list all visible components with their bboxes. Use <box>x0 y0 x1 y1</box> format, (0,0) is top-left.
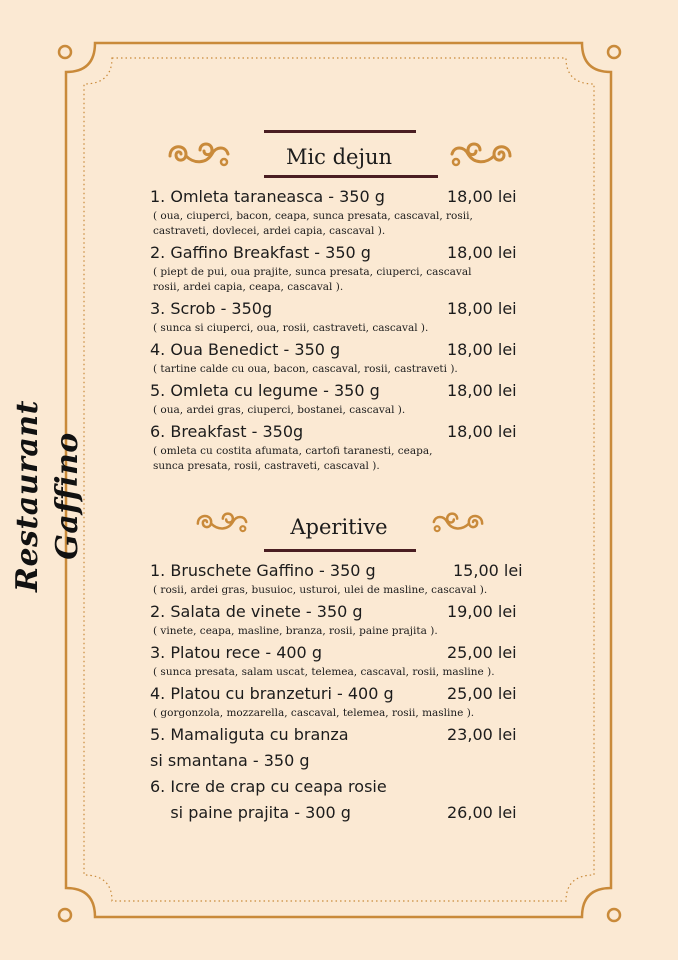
corner-circle-tl <box>59 46 71 58</box>
menu-item <box>150 561 530 583</box>
menu-item <box>150 243 530 265</box>
item-price: 18,00 lei <box>447 381 517 400</box>
right-swirl-ornament <box>448 136 514 172</box>
menu-item <box>150 684 530 706</box>
menu-item <box>150 777 530 803</box>
corner-circle-tr <box>608 46 620 58</box>
header-bottom-bar <box>264 549 416 552</box>
menu-item <box>150 422 530 444</box>
item-name: 5. Omleta cu legume - 350 g <box>150 381 380 400</box>
item-name: 6. Icre de crap cu ceapa rosie <box>150 777 387 796</box>
item-name: 4. Platou cu branzeturi - 400 g <box>150 684 394 703</box>
item-name: si smantana - 350 g <box>150 751 310 770</box>
item-description: ( omleta cu costita afumata, cartofi taranesti, ceapa, sunca presata, rosii, castraveti, cascaval ). <box>153 445 433 472</box>
item-name: 4. Oua Benedict - 350 g <box>150 340 341 359</box>
section-title: Aperitive <box>290 515 388 539</box>
item-price: 23,00 lei <box>447 725 517 744</box>
item-name: 5. Mamaliguta cu branza <box>150 725 349 744</box>
item-price: 18,00 lei <box>447 340 517 359</box>
item-name: 1. Omleta taraneasca - 350 g <box>150 187 385 206</box>
item-name: 2. Gaffino Breakfast - 350 g <box>150 243 371 262</box>
header-bottom-bar <box>264 175 438 178</box>
header-top-bar <box>264 130 416 133</box>
item-price: 18,00 lei <box>447 422 517 441</box>
menu-list-aperitive <box>150 561 530 829</box>
item-name: 2. Salata de vinete - 350 g <box>150 602 363 621</box>
item-price: 25,00 lei <box>447 684 517 703</box>
left-swirl-ornament <box>166 136 232 172</box>
item-description: ( sunca si ciuperci, oua, rosii, castraveti, cascaval ). <box>153 322 429 334</box>
item-description: ( oua, ciuperci, bacon, ceapa, sunca presata, cascaval, rosii, castraveti, dovlecei, ardei capia, cascaval ). <box>153 210 473 237</box>
menu-list-mic-dejun <box>150 187 530 478</box>
corner-circle-bl <box>59 909 71 921</box>
corner-circle-br <box>608 909 620 921</box>
item-name: 6. Breakfast - 350g <box>150 422 304 441</box>
item-description: ( rosii, ardei gras, busuioc, usturoi, ulei de masline, cascaval ). <box>153 584 488 596</box>
item-price: 15,00 lei <box>453 561 523 580</box>
menu-item <box>150 725 530 751</box>
item-name: 1. Bruschete Gaffino - 350 g <box>150 561 376 580</box>
item-description: ( sunca presata, salam uscat, telemea, cascaval, rosii, masline ). <box>153 666 495 678</box>
menu-item <box>150 340 530 362</box>
item-name: 3. Scrob - 350g <box>150 299 273 318</box>
left-swirl-ornament <box>194 507 250 537</box>
right-swirl-ornament <box>430 507 486 537</box>
item-description: ( piept de pui, oua prajite, sunca presata, ciuperci, cascaval rosii, ardei capia, ceapa, cascaval ). <box>153 266 472 293</box>
item-name: 3. Platou rece - 400 g <box>150 643 322 662</box>
section-title: Mic dejun <box>285 145 393 169</box>
menu-item <box>150 381 530 403</box>
item-price: 25,00 lei <box>447 643 517 662</box>
item-name: si paine prajita - 300 g <box>150 803 351 822</box>
item-description: ( vinete, ceapa, masline, branza, rosii, paine prajita ). <box>153 625 438 637</box>
item-description: ( oua, ardei gras, ciuperci, bostanei, cascaval ). <box>153 404 406 416</box>
menu-item <box>150 187 530 209</box>
item-price: 18,00 lei <box>447 187 517 206</box>
item-description: ( tartine calde cu oua, bacon, cascaval, rosii, castraveti ). <box>153 363 458 375</box>
menu-item <box>150 602 530 624</box>
item-price: 19,00 lei <box>447 602 517 621</box>
item-price: 26,00 lei <box>447 803 517 822</box>
menu-item-continued <box>150 751 530 777</box>
menu-item <box>150 299 530 321</box>
menu-item-continued <box>150 803 530 829</box>
restaurant-name: Restaurant Gaffino <box>10 400 85 592</box>
item-price: 18,00 lei <box>447 299 517 318</box>
menu-item <box>150 643 530 665</box>
item-price: 18,00 lei <box>447 243 517 262</box>
item-description: ( gorgonzola, mozzarella, cascaval, telemea, rosii, masline ). <box>153 707 475 719</box>
